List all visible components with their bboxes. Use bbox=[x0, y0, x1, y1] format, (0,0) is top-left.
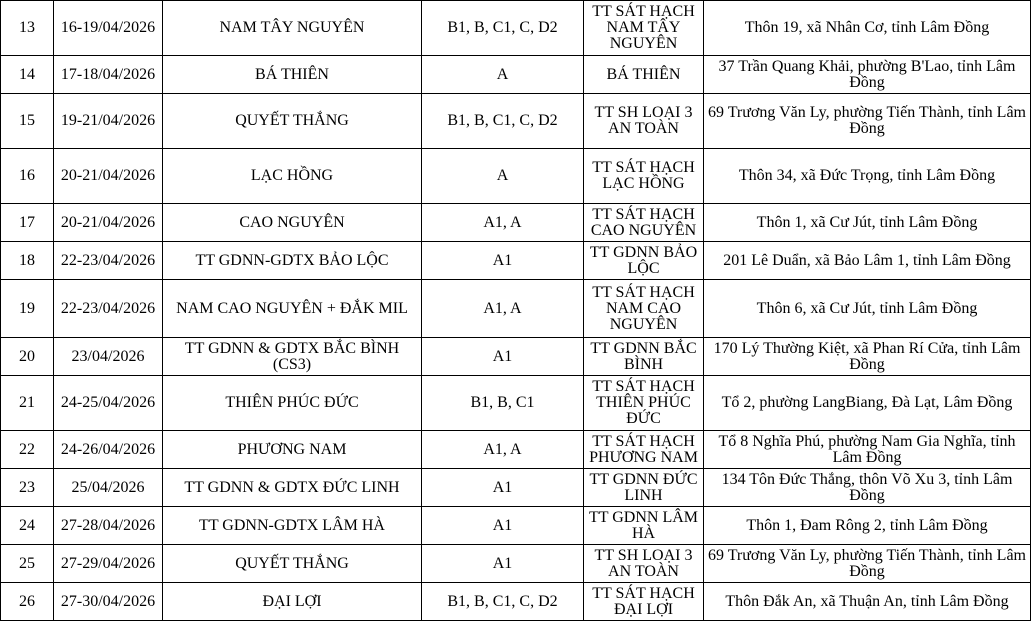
cell-stt: 16 bbox=[1, 149, 54, 204]
cell-date: 20-21/04/2026 bbox=[54, 204, 163, 242]
cell-address: 170 Lý Thường Kiệt, xã Phan Rí Cửa, tỉnh Lâm Đồng bbox=[704, 338, 1031, 376]
cell-class: A1 bbox=[422, 545, 584, 583]
table-row bbox=[1, 1, 1031, 56]
cell-date: 17-18/04/2026 bbox=[54, 56, 163, 94]
cell-stt: 18 bbox=[1, 242, 54, 280]
cell-date: 27-30/04/2026 bbox=[54, 583, 163, 621]
cell-class: B1, B, C1, C, D2 bbox=[422, 1, 584, 56]
cell-center: BÁ THIÊN bbox=[584, 56, 704, 94]
cell-stt: 23 bbox=[1, 469, 54, 507]
cell-date: 27-28/04/2026 bbox=[54, 507, 163, 545]
cell-stt: 17 bbox=[1, 204, 54, 242]
cell-class: B1, B, C1, C, D2 bbox=[422, 583, 584, 621]
cell-date: 24-26/04/2026 bbox=[54, 431, 163, 469]
cell-date: 27-29/04/2026 bbox=[54, 545, 163, 583]
cell-date: 20-21/04/2026 bbox=[54, 149, 163, 204]
cell-unit: CAO NGUYÊN bbox=[163, 204, 422, 242]
cell-date: 24-25/04/2026 bbox=[54, 376, 163, 431]
cell-center: TT GDNN BẢO LỘC bbox=[584, 242, 704, 280]
table-row bbox=[1, 338, 1031, 376]
cell-class: A1 bbox=[422, 242, 584, 280]
cell-address: 69 Trương Văn Ly, phường Tiến Thành, tỉnh Lâm Đồng bbox=[704, 545, 1031, 583]
cell-unit: BÁ THIÊN bbox=[163, 56, 422, 94]
cell-unit: TT GDNN-GDTX LÂM HÀ bbox=[163, 507, 422, 545]
cell-address: Tổ 2, phường LangBiang, Đà Lạt, Lâm Đồng bbox=[704, 376, 1031, 431]
cell-center: TT SH LOẠI 3 AN TOÀN bbox=[584, 94, 704, 149]
cell-class: A bbox=[422, 56, 584, 94]
cell-stt: 24 bbox=[1, 507, 54, 545]
cell-center: TT SÁT HẠCH NAM TÂY NGUYÊN bbox=[584, 1, 704, 56]
table-row bbox=[1, 242, 1031, 280]
cell-stt: 25 bbox=[1, 545, 54, 583]
cell-unit: NAM TÂY NGUYÊN bbox=[163, 1, 422, 56]
cell-date: 22-23/04/2026 bbox=[54, 242, 163, 280]
cell-stt: 15 bbox=[1, 94, 54, 149]
cell-unit: LẠC HỒNG bbox=[163, 149, 422, 204]
table-row bbox=[1, 469, 1031, 507]
cell-unit: TT GDNN & GDTX BẮC BÌNH (CS3) bbox=[163, 338, 422, 376]
cell-stt: 14 bbox=[1, 56, 54, 94]
cell-class: B1, B, C1, C, D2 bbox=[422, 94, 584, 149]
cell-center: TT SÁT HẠCH ĐẠI LỢI bbox=[584, 583, 704, 621]
table-row bbox=[1, 583, 1031, 621]
table-row bbox=[1, 280, 1031, 338]
cell-stt: 21 bbox=[1, 376, 54, 431]
cell-class: A1, A bbox=[422, 204, 584, 242]
cell-stt: 22 bbox=[1, 431, 54, 469]
cell-address: Thôn 6, xã Cư Jút, tỉnh Lâm Đồng bbox=[704, 280, 1031, 338]
cell-address: Thôn 1, Đam Rông 2, tỉnh Lâm Đồng bbox=[704, 507, 1031, 545]
cell-unit: PHƯƠNG NAM bbox=[163, 431, 422, 469]
cell-unit: ĐẠI LỢI bbox=[163, 583, 422, 621]
cell-date: 19-21/04/2026 bbox=[54, 94, 163, 149]
cell-address: Thôn Đắk An, xã Thuận An, tỉnh Lâm Đồng bbox=[704, 583, 1031, 621]
cell-address: Tổ 8 Nghĩa Phú, phường Nam Gia Nghĩa, tỉnh Lâm Đồng bbox=[704, 431, 1031, 469]
table-row bbox=[1, 545, 1031, 583]
cell-date: 16-19/04/2026 bbox=[54, 1, 163, 56]
cell-class: A1 bbox=[422, 338, 584, 376]
cell-stt: 13 bbox=[1, 1, 54, 56]
cell-class: A bbox=[422, 149, 584, 204]
cell-date: 22-23/04/2026 bbox=[54, 280, 163, 338]
cell-address: Thôn 19, xã Nhân Cơ, tỉnh Lâm Đồng bbox=[704, 1, 1031, 56]
table-row bbox=[1, 376, 1031, 431]
cell-address: 201 Lê Duẩn, xã Bảo Lâm 1, tỉnh Lâm Đồng bbox=[704, 242, 1031, 280]
table-row bbox=[1, 204, 1031, 242]
cell-address: 69 Trương Văn Ly, phường Tiến Thành, tỉnh Lâm Đồng bbox=[704, 94, 1031, 149]
cell-class: B1, B, C1 bbox=[422, 376, 584, 431]
cell-center: TT SÁT HẠCH PHƯƠNG NAM bbox=[584, 431, 704, 469]
table-row bbox=[1, 149, 1031, 204]
table-row bbox=[1, 507, 1031, 545]
cell-class: A1 bbox=[422, 469, 584, 507]
table-row bbox=[1, 94, 1031, 149]
cell-center: TT GDNN ĐỨC LINH bbox=[584, 469, 704, 507]
cell-address: 134 Tôn Đức Thắng, thôn Võ Xu 3, tỉnh Lâm Đồng bbox=[704, 469, 1031, 507]
cell-class: A1, A bbox=[422, 280, 584, 338]
cell-stt: 20 bbox=[1, 338, 54, 376]
cell-address: Thôn 34, xã Đức Trọng, tỉnh Lâm Đồng bbox=[704, 149, 1031, 204]
cell-center: TT GDNN LÂM HÀ bbox=[584, 507, 704, 545]
cell-unit: TT GDNN & GDTX ĐỨC LINH bbox=[163, 469, 422, 507]
cell-center: TT SH LOẠI 3 AN TOÀN bbox=[584, 545, 704, 583]
cell-center: TT SÁT HẠCH LẠC HỒNG bbox=[584, 149, 704, 204]
cell-unit: TT GDNN-GDTX BẢO LỘC bbox=[163, 242, 422, 280]
cell-date: 25/04/2026 bbox=[54, 469, 163, 507]
cell-date: 23/04/2026 bbox=[54, 338, 163, 376]
cell-unit: THIÊN PHÚC ĐỨC bbox=[163, 376, 422, 431]
cell-center: TT SÁT HẠCH NAM CAO NGUYÊN bbox=[584, 280, 704, 338]
cell-unit: QUYẾT THẮNG bbox=[163, 545, 422, 583]
cell-stt: 26 bbox=[1, 583, 54, 621]
cell-class: A1, A bbox=[422, 431, 584, 469]
table-row bbox=[1, 431, 1031, 469]
cell-center: TT SÁT HẠCH CAO NGUYÊN bbox=[584, 204, 704, 242]
cell-stt: 19 bbox=[1, 280, 54, 338]
cell-unit: QUYẾT THẮNG bbox=[163, 94, 422, 149]
cell-class: A1 bbox=[422, 507, 584, 545]
cell-unit: NAM CAO NGUYÊN + ĐẮK MIL bbox=[163, 280, 422, 338]
cell-center: TT GDNN BẮC BÌNH bbox=[584, 338, 704, 376]
table-row bbox=[1, 56, 1031, 94]
cell-address: Thôn 1, xã Cư Jút, tỉnh Lâm Đồng bbox=[704, 204, 1031, 242]
cell-address: 37 Trần Quang Khải, phường B'Lao, tỉnh Lâm Đồng bbox=[704, 56, 1031, 94]
cell-center: TT SÁT HẠCH THIÊN PHÚC ĐỨC bbox=[584, 376, 704, 431]
